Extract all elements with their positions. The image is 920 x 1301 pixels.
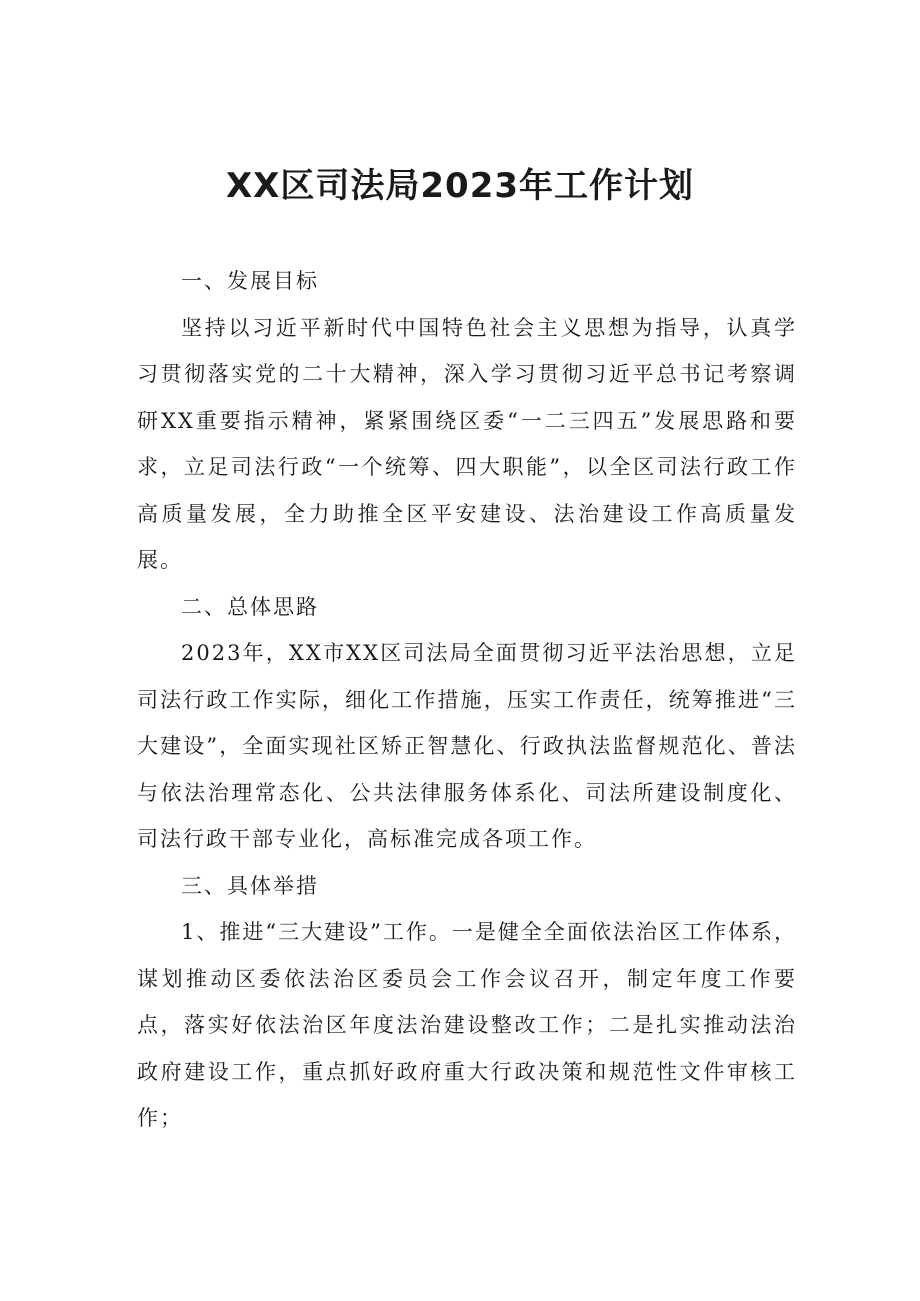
approach-paragraph: 2023年，XX市XX区司法局全面贯彻习近平法治思想，立足司法行政工作实际，细化工作措施，压实工作责任，统筹推进“三大建设”，全面实现社区矫正智慧化、行政执法监督规范化、普法与依法治理常态化、公共法律服务体系化、司法所建设制度化、司法行政干部专业化，高标准完成各项工作。 — [137, 641, 797, 851]
section-heading-goals: 一、发展目标 — [181, 269, 319, 293]
section-heading-measures: 三、具体举措 — [181, 873, 319, 898]
document-body — [137, 258, 797, 1142]
measures-paragraph: 1、推进“三大建设”工作。一是健全全面依法治区工作体系，谋划推动区委依法治区委员会工作会议召开，制定年度工作要点，落实好依法治区年度法治建设整改工作；二是扎实推动法治政府建设工作，重点抓好政府重大行政决策和规范性文件审核工作； — [137, 920, 797, 1130]
document-title: XX区司法局2023年工作计划 — [225, 166, 695, 206]
section-heading-approach: 二、总体思路 — [181, 594, 319, 619]
goals-paragraph: 坚持以习近平新时代中国特色社会主义思想为指导，认真学习贯彻落实党的二十大精神，深入学习贯彻习近平总书记考察调研XX重要指示精神，紧紧围绕区委“一二三四五”发展思路和要求，立足司法行政“一个统筹、四大职能”，以全区司法行政工作高质量发展，全力助推全区平安建设、法治建设工作高质量发展。 — [137, 315, 797, 572]
